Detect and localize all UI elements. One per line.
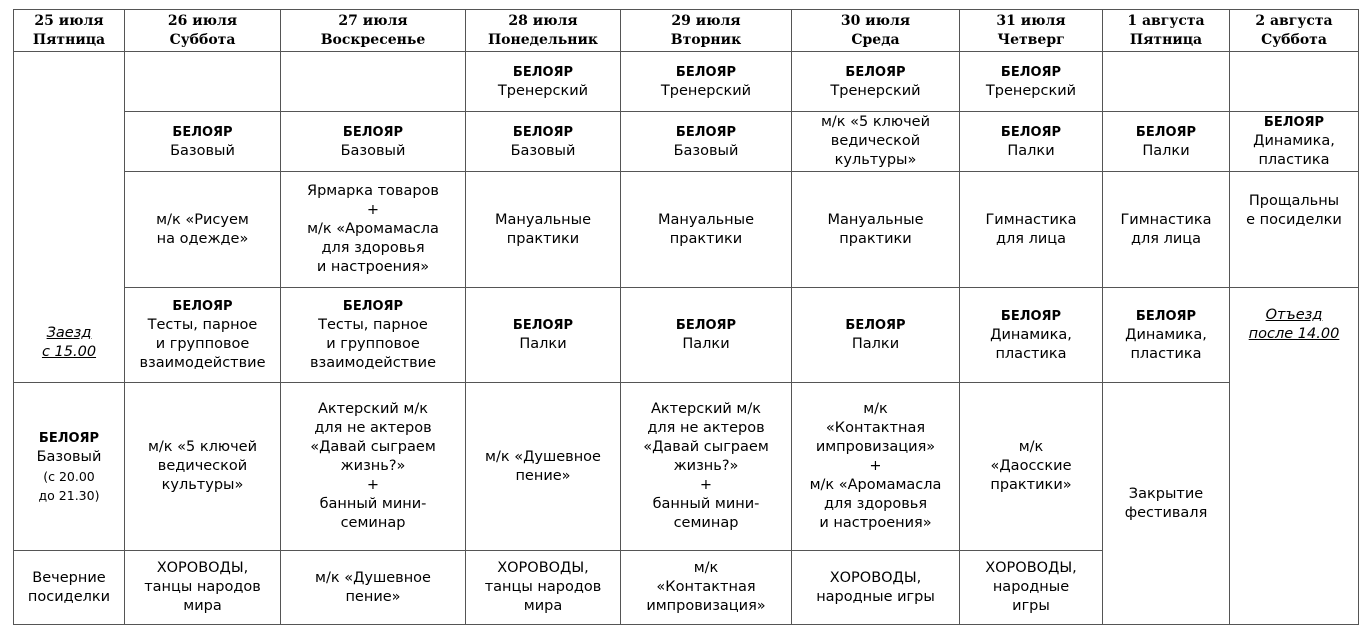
day-header-1-aug: 1 августа Пятница <box>1103 10 1230 52</box>
taoist-cell: м/к «Даосские практики» <box>960 383 1103 551</box>
day-header-30-jul: 30 июля Среда <box>792 10 960 52</box>
games-cell: ХОРОВОДЫ, народные игры <box>792 551 960 625</box>
face-gym-cell: Гимнастика для лица <box>960 172 1103 288</box>
day-header-25-jul: 25 июля Пятница <box>14 10 125 52</box>
day-header-26-jul: 26 июля Суббота <box>125 10 281 52</box>
dance-cell: ХОРОВОДЫ, танцы народов мира <box>466 551 621 625</box>
farewell-cell: Прощальны е посиделки <box>1230 172 1359 288</box>
dynamics-cell: БЕЛОЯР Динамика, пластика <box>960 288 1103 383</box>
workshop-cell: м/к «Рисуем на одежде» <box>125 172 281 288</box>
day-header-28-jul: 28 июля Понедельник <box>466 10 621 52</box>
base-cell: БЕЛОЯР Базовый <box>466 112 621 172</box>
schedule-row <box>14 52 1359 112</box>
base-cell: БЕЛОЯР Базовый <box>125 112 281 172</box>
sticks-cell: БЕЛОЯР Палки <box>621 288 792 383</box>
empty-cell <box>1230 52 1359 112</box>
manual-practice-cell: Мануальные практики <box>792 172 960 288</box>
schedule-row <box>14 172 1359 288</box>
day-header-31-jul: 31 июля Четверг <box>960 10 1103 52</box>
day-header-27-jul: 27 июля Воскресенье <box>281 10 466 52</box>
sticks-cell: БЕЛОЯР Палки <box>1103 112 1230 172</box>
contact-improv-cell: м/к «Контактная импровизация» + м/к «Аромамасла для здоровья и настроения» <box>792 383 960 551</box>
workshop-cell: м/к «5 ключей ведической культуры» <box>125 383 281 551</box>
day-header-2-aug: 2 августа Суббота <box>1230 10 1359 52</box>
dynamics-cell: БЕЛОЯР Динамика, пластика <box>1230 112 1359 172</box>
empty-cell <box>125 52 281 112</box>
schedule-row <box>14 383 1359 551</box>
tests-cell: БЕЛОЯР Тесты, парное и групповое взаимодействие <box>125 288 281 383</box>
evening-cell: Вечерние посиделки <box>14 551 125 625</box>
base-cell: БЕЛОЯР Базовый <box>621 112 792 172</box>
closing-cell: Закрытие фестиваля <box>1103 383 1230 625</box>
face-gym-cell: Гимнастика для лица <box>1103 172 1230 288</box>
trainer-cell: БЕЛОЯР Тренерский <box>466 52 621 112</box>
singing-cell: м/к «Душевное пение» <box>466 383 621 551</box>
schedule-row <box>14 288 1359 383</box>
workshop-cell: м/к «5 ключей ведической культуры» <box>792 112 960 172</box>
trainer-cell: БЕЛОЯР Тренерский <box>792 52 960 112</box>
contact-improv-cell: м/к «Контактная импровизация» <box>621 551 792 625</box>
trainer-cell: БЕЛОЯР Тренерский <box>621 52 792 112</box>
fair-cell: Ярмарка товаров + м/к «Аромамасла для здоровья и настроения» <box>281 172 466 288</box>
dance-cell: ХОРОВОДЫ, танцы народов мира <box>125 551 281 625</box>
schedule-row <box>14 112 1359 172</box>
festival-schedule-table <box>13 9 1359 625</box>
singing-cell: м/к «Душевное пение» <box>281 551 466 625</box>
sticks-cell: БЕЛОЯР Палки <box>466 288 621 383</box>
actor-workshop-cell: Актерский м/к для не актеров «Давай сыграем жизнь?» + банный мини- семинар <box>281 383 466 551</box>
dynamics-cell: БЕЛОЯР Динамика, пластика <box>1103 288 1230 383</box>
manual-practice-cell: Мануальные практики <box>466 172 621 288</box>
arrival-cell: Заезд с 15.00 <box>14 52 125 383</box>
header-row <box>14 10 1359 52</box>
actor-workshop-cell: Актерский м/к для не актеров «Давай сыграем жизнь?» + банный мини- семинар <box>621 383 792 551</box>
tests-cell: БЕЛОЯР Тесты, парное и групповое взаимодействие <box>281 288 466 383</box>
manual-practice-cell: Мануальные практики <box>621 172 792 288</box>
empty-cell <box>1103 52 1230 112</box>
trainer-cell: БЕЛОЯР Тренерский <box>960 52 1103 112</box>
sticks-cell: БЕЛОЯР Палки <box>960 112 1103 172</box>
empty-cell <box>281 52 466 112</box>
departure-cell: Отъезд после 14.00 <box>1230 288 1359 625</box>
base-cell: БЕЛОЯР Базовый <box>281 112 466 172</box>
day-header-29-jul: 29 июля Вторник <box>621 10 792 52</box>
base-cell: БЕЛОЯР Базовый (с 20.00 до 21.30) <box>14 383 125 551</box>
sticks-cell: БЕЛОЯР Палки <box>792 288 960 383</box>
games-cell: ХОРОВОДЫ, народные игры <box>960 551 1103 625</box>
